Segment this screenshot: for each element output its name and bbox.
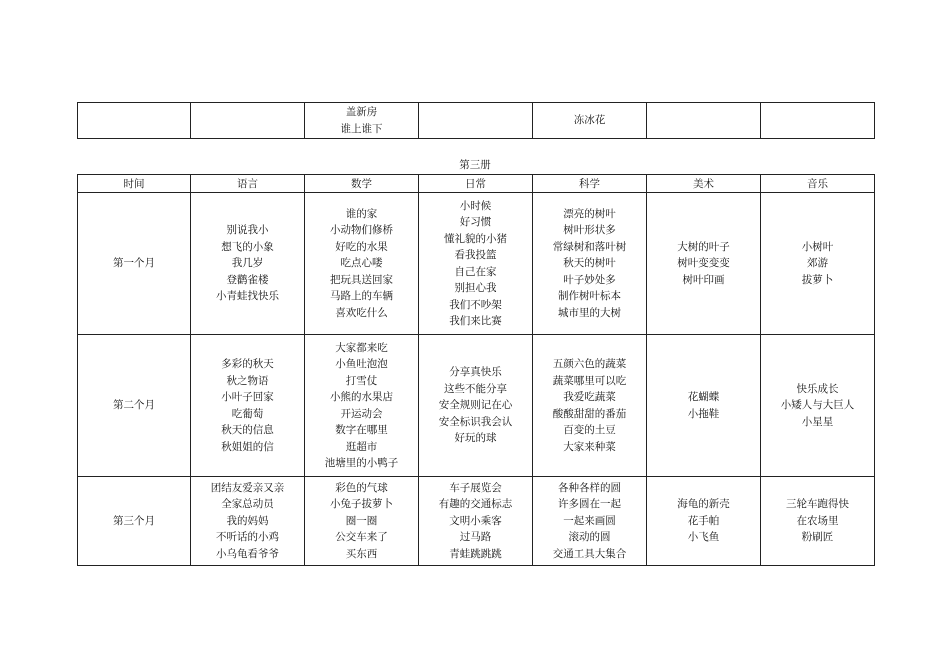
cell-line: 秋天的信息 bbox=[221, 424, 274, 436]
table-cell bbox=[78, 103, 191, 139]
cell-line: 数字在哪里 bbox=[335, 424, 388, 436]
cell-line: 小青蛙找快乐 bbox=[216, 290, 279, 303]
table-cell bbox=[191, 193, 305, 335]
table-cell bbox=[305, 335, 419, 477]
table-row bbox=[78, 477, 875, 566]
cell-line: 有趣的交通标志 bbox=[438, 498, 513, 511]
cell-line: 秋天的树叶 bbox=[563, 257, 616, 270]
cell-line: 登鹳雀楼 bbox=[226, 273, 269, 286]
table-cell bbox=[533, 103, 647, 139]
cell-line: 好习惯 bbox=[459, 216, 492, 228]
cell-line: 安全规则记在心 bbox=[438, 399, 513, 412]
row-time-label: 第一个月 bbox=[78, 193, 191, 335]
cell-line: 别说我小 bbox=[226, 224, 269, 237]
cell-line: 小鱼吐泡泡 bbox=[335, 358, 388, 370]
cell-line: 团结友爱亲又亲 bbox=[210, 481, 285, 494]
cell-line: 我爱吃蔬菜 bbox=[563, 391, 616, 403]
table-cell bbox=[761, 335, 875, 477]
table-cell bbox=[533, 335, 647, 477]
cell-line: 大家来种菜 bbox=[563, 440, 616, 453]
cell-line: 小叶子回家 bbox=[221, 391, 274, 403]
cell-line: 这些不能分享 bbox=[444, 382, 507, 395]
cell-line: 池塘里的小鸭子 bbox=[324, 457, 399, 469]
cell-line: 我们来比赛 bbox=[449, 315, 502, 327]
table-cell bbox=[533, 477, 647, 566]
cell-line: 不听话的小鸡 bbox=[216, 531, 279, 544]
cell-line: 想飞的小象 bbox=[221, 240, 274, 253]
cell-line: 小乌龟看爷爷 bbox=[216, 547, 279, 560]
table-cell bbox=[191, 103, 305, 139]
cell-line: 秋之物语 bbox=[226, 374, 269, 387]
cell-line: 快乐成长 bbox=[796, 382, 839, 395]
cell-line: 小时候 bbox=[459, 199, 492, 212]
cell-line: 叶子妙处多 bbox=[563, 273, 616, 286]
cell-line: 秋姐姐的信 bbox=[221, 440, 274, 453]
cell-line: 安全标识我会认 bbox=[438, 415, 513, 428]
table-row bbox=[78, 335, 875, 477]
table-cell bbox=[761, 193, 875, 335]
table-cell bbox=[647, 477, 761, 566]
cell-line: 青蛙跳跳跳 bbox=[449, 547, 502, 560]
cell-line: 百变的土豆 bbox=[563, 424, 616, 436]
cell-line: 大家都来吃 bbox=[335, 341, 388, 354]
cell-line: 酸酸甜甜的番茄 bbox=[552, 407, 627, 420]
table-cell bbox=[647, 335, 761, 477]
cell-line: 蔬菜哪里可以吃 bbox=[552, 374, 627, 387]
table-cell bbox=[419, 193, 533, 335]
cell-line: 谁上谁下 bbox=[340, 122, 383, 135]
cell-line: 车子展览会 bbox=[449, 481, 502, 494]
table-header-row bbox=[78, 175, 875, 193]
row-time-label: 第二个月 bbox=[78, 335, 191, 477]
header-time: 时间 bbox=[78, 175, 191, 193]
table-cell bbox=[761, 103, 875, 139]
cell-line: 小动物们修桥 bbox=[330, 224, 393, 237]
table-cell bbox=[647, 193, 761, 335]
cell-line: 城市里的大树 bbox=[558, 306, 621, 319]
cell-line: 冻冰花 bbox=[573, 114, 606, 127]
cell-line: 文明小乘客 bbox=[449, 514, 502, 527]
cell-line: 懂礼貌的小猪 bbox=[444, 232, 507, 245]
table-cell bbox=[647, 103, 761, 139]
cell-line: 五颜六色的蔬菜 bbox=[552, 358, 627, 370]
table-cell bbox=[305, 477, 419, 566]
cell-line: 小拖鞋 bbox=[687, 407, 720, 420]
cell-line: 好玩的球 bbox=[454, 432, 497, 445]
cell-line: 看我投篮 bbox=[454, 249, 497, 261]
cell-line: 大树的叶子 bbox=[677, 240, 730, 253]
cell-line: 郊游 bbox=[807, 257, 828, 270]
table-cell bbox=[533, 193, 647, 335]
previous-table-fragment bbox=[77, 102, 875, 139]
cell-line: 小星星 bbox=[801, 415, 834, 428]
cell-line: 开运动会 bbox=[340, 407, 383, 420]
header-daily: 日常 bbox=[419, 175, 533, 193]
cell-line: 逛超市 bbox=[345, 440, 378, 453]
cell-line: 常绿树和落叶树 bbox=[552, 240, 627, 253]
cell-line: 树叶形状多 bbox=[563, 224, 616, 237]
table-cell bbox=[305, 193, 419, 335]
cell-line: 吃葡萄 bbox=[231, 407, 264, 420]
cell-line: 我的妈妈 bbox=[226, 514, 269, 527]
cell-line: 许多圆在一起 bbox=[558, 498, 621, 511]
cell-line: 过马路 bbox=[459, 531, 492, 544]
cell-line: 多彩的秋天 bbox=[221, 358, 274, 370]
cell-line: 马路上的车辆 bbox=[330, 290, 393, 303]
cell-line: 小矮人与大巨人 bbox=[780, 399, 855, 412]
cell-line: 买东西 bbox=[345, 547, 378, 560]
cell-line: 花手帕 bbox=[687, 514, 720, 527]
curriculum-table bbox=[77, 174, 875, 566]
cell-line: 小熊的水果店 bbox=[330, 391, 393, 403]
cell-line: 公交车来了 bbox=[335, 531, 388, 544]
cell-line: 树叶印画 bbox=[682, 273, 725, 286]
table-cell bbox=[191, 477, 305, 566]
table-cell bbox=[419, 335, 533, 477]
cell-line: 制作树叶标本 bbox=[558, 290, 621, 303]
cell-line: 圈一圈 bbox=[345, 514, 378, 527]
table-cell bbox=[305, 103, 419, 139]
cell-line: 小兔子拔萝卜 bbox=[330, 498, 393, 511]
cell-line: 好吃的水果 bbox=[335, 240, 388, 253]
cell-line: 小树叶 bbox=[801, 240, 834, 253]
cell-line: 吃点心喽 bbox=[340, 257, 383, 270]
table-row bbox=[78, 103, 875, 139]
cell-line: 盖新房 bbox=[345, 106, 378, 118]
table-cell bbox=[419, 477, 533, 566]
table-cell bbox=[419, 103, 533, 139]
cell-line: 交通工具大集合 bbox=[552, 547, 627, 560]
cell-line: 把玩具送回家 bbox=[330, 273, 393, 286]
cell-line: 漂亮的树叶 bbox=[563, 207, 616, 220]
cell-line: 一起来画圆 bbox=[563, 514, 616, 527]
cell-line: 拔萝卜 bbox=[801, 273, 834, 286]
cell-line: 谁的家 bbox=[345, 207, 378, 220]
header-music: 音乐 bbox=[761, 175, 875, 193]
header-language: 语言 bbox=[191, 175, 305, 193]
table-cell bbox=[191, 335, 305, 477]
cell-line: 树叶变变变 bbox=[677, 257, 730, 270]
cell-line: 粉刷匠 bbox=[801, 531, 834, 544]
cell-line: 三轮车跑得快 bbox=[786, 498, 849, 511]
cell-line: 小飞鱼 bbox=[687, 531, 720, 544]
cell-line: 打雪仗 bbox=[345, 374, 378, 387]
cell-line: 花蝴蝶 bbox=[687, 391, 720, 403]
cell-line: 彩色的气球 bbox=[335, 481, 388, 494]
header-art: 美术 bbox=[647, 175, 761, 193]
cell-line: 各种各样的圆 bbox=[558, 481, 621, 494]
row-time-label: 第三个月 bbox=[78, 477, 191, 566]
cell-line: 全家总动员 bbox=[221, 498, 274, 511]
cell-line: 自己在家 bbox=[454, 265, 497, 278]
cell-line: 我几岁 bbox=[231, 257, 264, 270]
header-science: 科学 bbox=[533, 175, 647, 193]
table-row bbox=[78, 193, 875, 335]
cell-line: 在农场里 bbox=[796, 514, 839, 527]
table-cell bbox=[761, 477, 875, 566]
cell-line: 分享真快乐 bbox=[449, 366, 502, 379]
cell-line: 海龟的新壳 bbox=[677, 498, 730, 511]
book-title: 第三册 bbox=[459, 159, 491, 171]
cell-line: 喜欢吃什么 bbox=[335, 306, 388, 319]
cell-line: 别担心我 bbox=[454, 282, 497, 294]
header-math: 数学 bbox=[305, 175, 419, 193]
cell-line: 滚动的圆 bbox=[568, 531, 611, 544]
cell-line: 我们不吵架 bbox=[449, 298, 502, 311]
